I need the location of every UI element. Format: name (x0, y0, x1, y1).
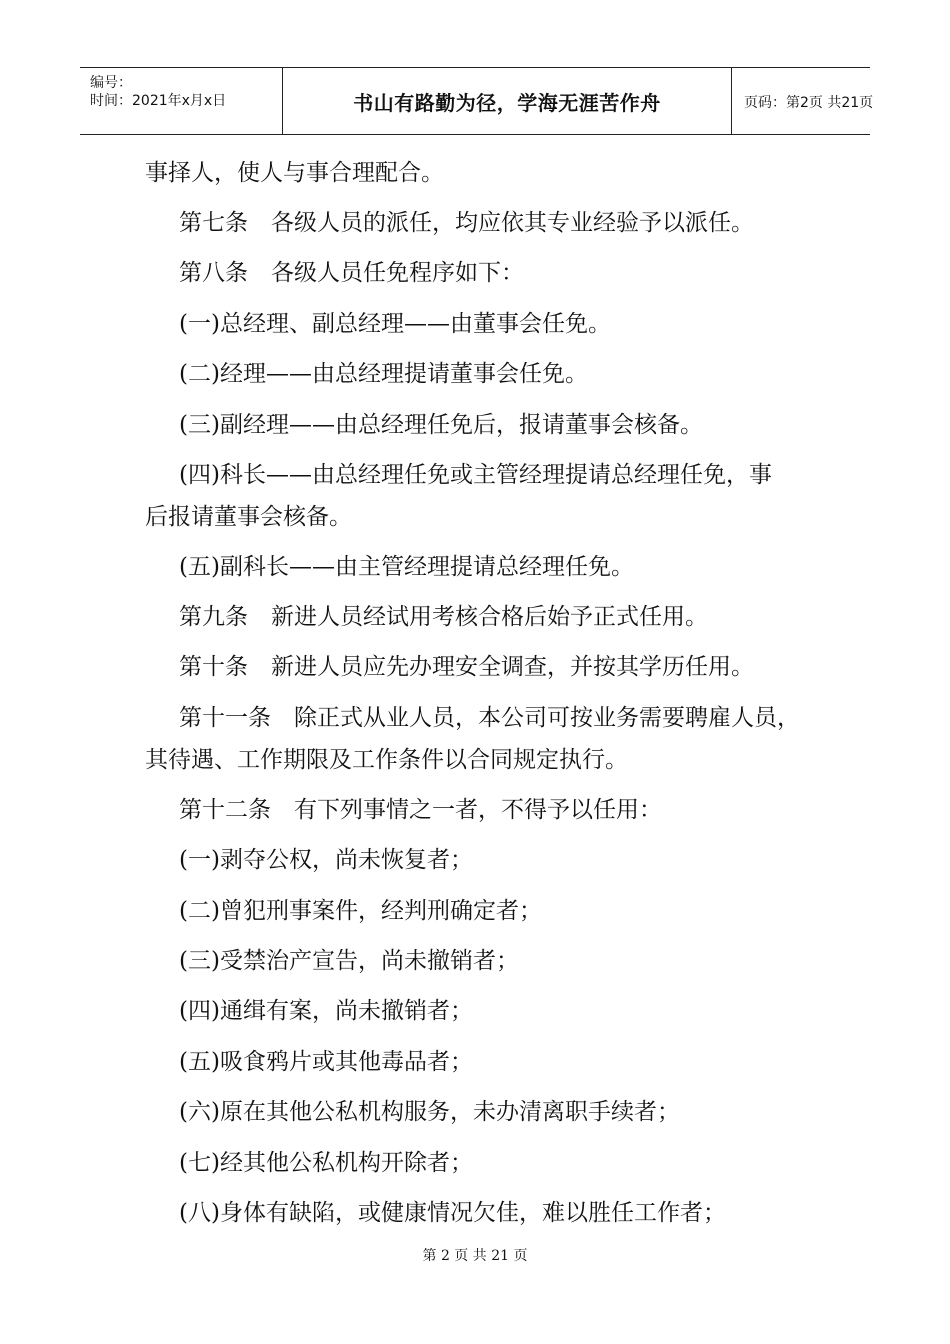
article-11: 第十一条 除正式从业人员，本公司可按业务需要聘雇人员， (179, 705, 800, 731)
article-12-item-3: (三)受禁治产宣告，尚未撤销者； (179, 948, 519, 974)
article-12: 第十二条 有下列事情之一者，不得予以任用： (179, 797, 662, 823)
article-12-item-7: (七)经其他公私机构开除者； (179, 1150, 473, 1176)
article-8-item-1: (一)总经理、副总经理——由董事会任免。 (179, 311, 611, 337)
article-10: 第十条 新进人员应先办理安全调查，并按其学历任用。 (179, 654, 754, 680)
article-11-cont: 其待遇、工作期限及工作条件以合同规定执行。 (145, 747, 628, 773)
header-page-cell (732, 68, 874, 134)
article-8-item-2: (二)经理——由总经理提请董事会任免。 (179, 361, 588, 387)
article-12-item-2: (二)曾犯刑事案件，经判刑确定者； (179, 898, 542, 924)
body-line: 事择人，使人与事合理配合。 (145, 160, 444, 186)
article-9: 第九条 新进人员经试用考核合格后始予正式任用。 (179, 604, 708, 630)
document-number-label: 编号： (90, 75, 132, 91)
article-8-item-4: (四)科长——由总经理任免或主管经理提请总经理任免，事 (179, 462, 772, 488)
header-meta-cell (80, 68, 282, 134)
page-header (80, 67, 874, 135)
article-12-item-4: (四)通缉有案，尚未撤销者； (179, 998, 473, 1024)
article-12-item-5: (五)吸食鸦片或其他毒品者； (179, 1049, 473, 1075)
article-12-item-1: (一)剥夺公权，尚未恢复者； (179, 847, 473, 873)
article-8: 第八条 各级人员任免程序如下： (179, 260, 524, 286)
header-motto-cell (282, 68, 732, 134)
header-page-info: 页码：第2页 共21页 (744, 95, 874, 111)
page-footer: 第 2 页 共 21 页 (422, 1248, 528, 1264)
article-8-item-4-cont: 后报请董事会核备。 (145, 504, 352, 530)
article-8-item-3: (三)副经理——由总经理任免后，报请董事会核备。 (179, 412, 703, 438)
article-12-item-8: (八)身体有缺陷，或健康情况欠佳，难以胜任工作者； (179, 1200, 726, 1226)
article-12-item-6: (六)原在其他公私机构服务，未办清离职手续者； (179, 1099, 680, 1125)
header-motto: 书山有路勤为径，学海无涯苦作舟 (353, 91, 661, 115)
article-7: 第七条 各级人员的派任，均应依其专业经验予以派任。 (179, 210, 754, 236)
article-8-item-5: (五)副科长——由主管经理提请总经理任免。 (179, 554, 634, 580)
document-date-label: 时间：2021年x月x日 (90, 93, 227, 109)
